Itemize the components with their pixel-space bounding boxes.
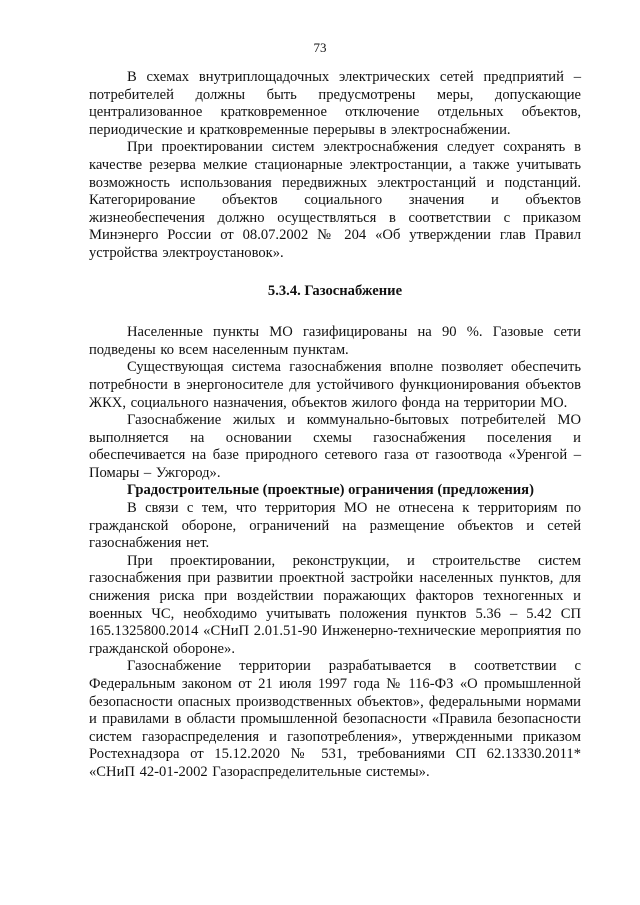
paragraph-power-reserve: При проектировании систем электроснабжения следует сохранять в качестве резерва мелкие стационарные электростанции, а также учитывать возможность использования передвижных электростанций и подстанций. Категорирование объектов социального значения и объектов жизнеобеспечения должно осуществляться в соответствии с приказом Минэнерго России от 08.07.2002 № 204 «Об утверждении глав Правил устройства электроустановок». (89, 139, 581, 261)
section-heading-gas-supply: 5.3.4. Газоснабжение (267, 282, 403, 299)
paragraph-gasification-level: Населенные пункты МО газифицированы на 90 %. Газовые сети подведены ко всем населенным пунктам. (89, 324, 581, 358)
paragraph-civil-defense: В связи с тем, что территория МО не отнесена к территориям по гражданской обороне, ограничений на размещение объектов и сетей газоснабжения нет. (89, 500, 581, 552)
document-body (89, 69, 581, 782)
paragraph-design-requirements: При проектировании, реконструкции, и строительстве систем газоснабжения при развитии проектной застройки населенных пунктов, для снижения риска при воздействии поражающих факторов техногенных и военных ЧС, необходимо учитывать положения пунктов 5.36 – 5.42 СП 165.1325800.2014 «СНиП 2.01.51-90 Инженерно-технические мероприятия по гражданской обороне». (89, 552, 581, 657)
page-number: 73 (313, 40, 327, 55)
subheading-urban-planning-restrictions: Градостроительные (проектные) ограничения (предложения) (127, 482, 534, 499)
paragraph-gas-consumers: Газоснабжение жилых и коммунально-бытовых потребителей МО выполняется на основании схемы газоснабжения поселения и обеспечивается на базе природного сетевого газа от газоотвода «Уренгой – Помары – Ужгород». (89, 412, 581, 481)
paragraph-existing-system: Существующая система газоснабжения вполне позволяет обеспечить потребности в энергоносителе для устойчивого функционирования объектов ЖКХ, социального назначения, объектов жилого фонда на территории МО. (89, 359, 581, 411)
paragraph-legal-basis: Газоснабжение территории разрабатывается в соответствии с Федеральным законом от 21 июля 1997 года № 116-ФЗ «О промышленной безопасности опасных производственных объектов», федеральными нормами и правилами в области промышленной безопасности «Правила безопасности систем газораспределения и газопотребления», утвержденными приказом Ростехнадзора от 15.12.2020 № 531, требованиями СП 62.13330.2011* «СНиП 42-01-2002 Газораспределительные системы». (89, 658, 581, 780)
paragraph-electric-networks: В схемах внутриплощадочных электрических сетей предприятий – потребителей должны быть предусмотрены меры, допускающие централизованное кратковременное отключение отдельных объектов, периодические и кратковременные перерывы в электроснабжении. (89, 69, 581, 138)
